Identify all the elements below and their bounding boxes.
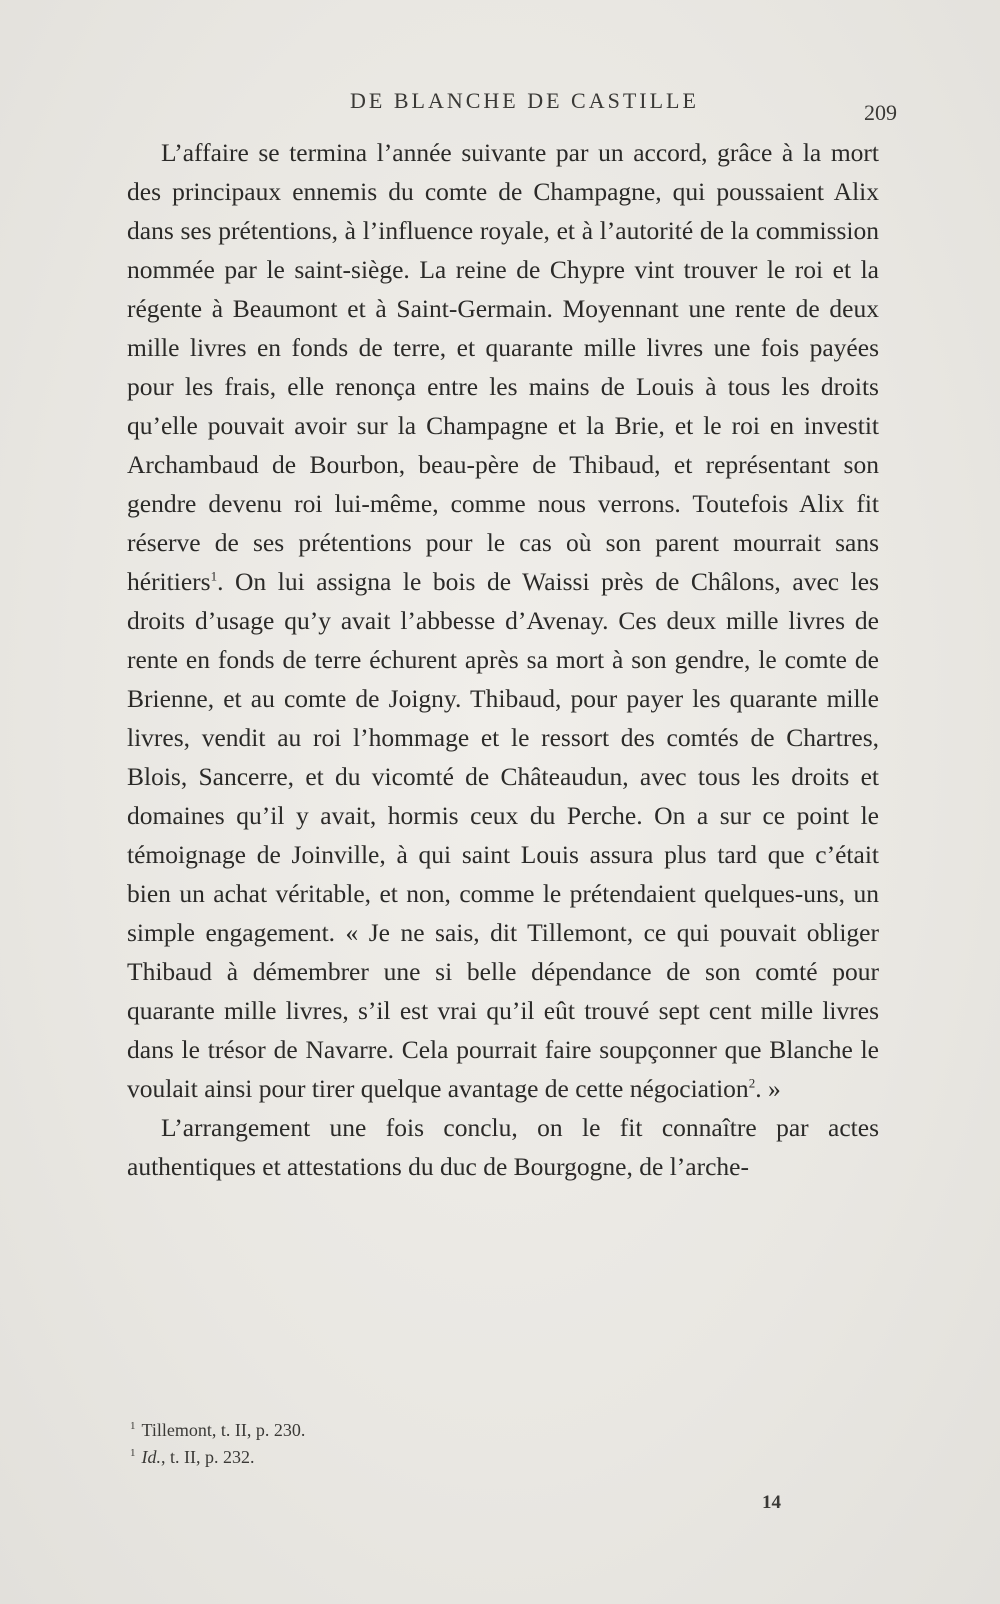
footnote-reference: 1: [210, 568, 218, 584]
text-run: . »: [755, 1074, 781, 1103]
footnote-ref: , t. II, p. 230.: [211, 1420, 306, 1440]
footnote-mark: 1: [130, 1447, 136, 1459]
footnote-reference: 2: [748, 1075, 756, 1091]
footnote: [130, 1417, 630, 1444]
body-text: [127, 133, 879, 1186]
text-run: L’arrangement une fois conclu, on le fit connaître par actes authentiques et attestations du duc de Bourgogne, de l’arche-: [127, 1113, 879, 1181]
footnote-author: Id.: [141, 1447, 161, 1467]
footnote-mark: 1: [130, 1420, 136, 1432]
footnote-ref: , t. II, p. 232.: [161, 1447, 255, 1467]
footnote: [130, 1444, 630, 1471]
footnotes: [130, 1417, 630, 1471]
text-run: L’affaire se termina l’année suivante par un accord, grâce à la mort des principaux ennemis du comte de Champagne, qui poussaient Alix dans ses prétentions, à l’influence royale, et à l’autorité de la commission nommée par le saint-siège. La reine de Chypre vint trouver le roi et la régente à Beaumont et à Saint-Germain. Moyennant une rente de deux mille livres en fonds de terre, et quarante mille livres une fois payées pour les frais, elle renonça entre les mains de Louis à tous les droits qu’elle pouvait avoir sur la Champagne et la Brie, et le roi en investit Archambaud de Bourbon, beau-père de Thibaud, et représentant son gendre devenu roi lui-même, comme nous verrons. Toutefois Alix fit réserve de ses prétentions pour le cas où son parent mourrait sans héritiers: [127, 138, 879, 596]
paragraph: [127, 1108, 879, 1186]
signature-mark: 14: [762, 1492, 781, 1513]
footnote-author: Tillemont: [141, 1420, 212, 1440]
running-title: DE BLANCHE DE CASTILLE: [350, 88, 699, 113]
text-run: . On lui assigna le bois de Waissi près de Châlons, avec les droits d’usage qu’y avait l’abbesse d’Avenay. Ces deux mille livres de rente en fonds de terre échurent après sa mort à son gendre, le comte de Brienne, et au comte de Joigny. Thibaud, pour payer les quarante mille livres, vendit au roi l’hommage et le ressort des comtés de Chartres, Blois, Sancerre, et du vicomté de Châteaudun, avec tous les droits et domaines qu’il y avait, hormis ceux du Perche. On a sur ce point le témoignage de Joinville, à qui saint Louis assura plus tard que c’était bien un achat véritable, et non, comme le prétendaient quelques-uns, un simple engagement. « Je ne sais, dit Tillemont, ce qui pouvait obliger Thibaud à démembrer une si belle dépendance de son comté pour quarante mille livres, s’il est vrai qu’il eût trouvé sept cent mille livres dans le trésor de Navarre. Cela pourrait faire soupçonner que Blanche le voulait ainsi pour tirer quelque avantage de cette négociation: [127, 567, 879, 1103]
page-number: 209: [864, 100, 897, 125]
paragraph: [127, 133, 879, 1108]
running-head: [0, 88, 1000, 125]
